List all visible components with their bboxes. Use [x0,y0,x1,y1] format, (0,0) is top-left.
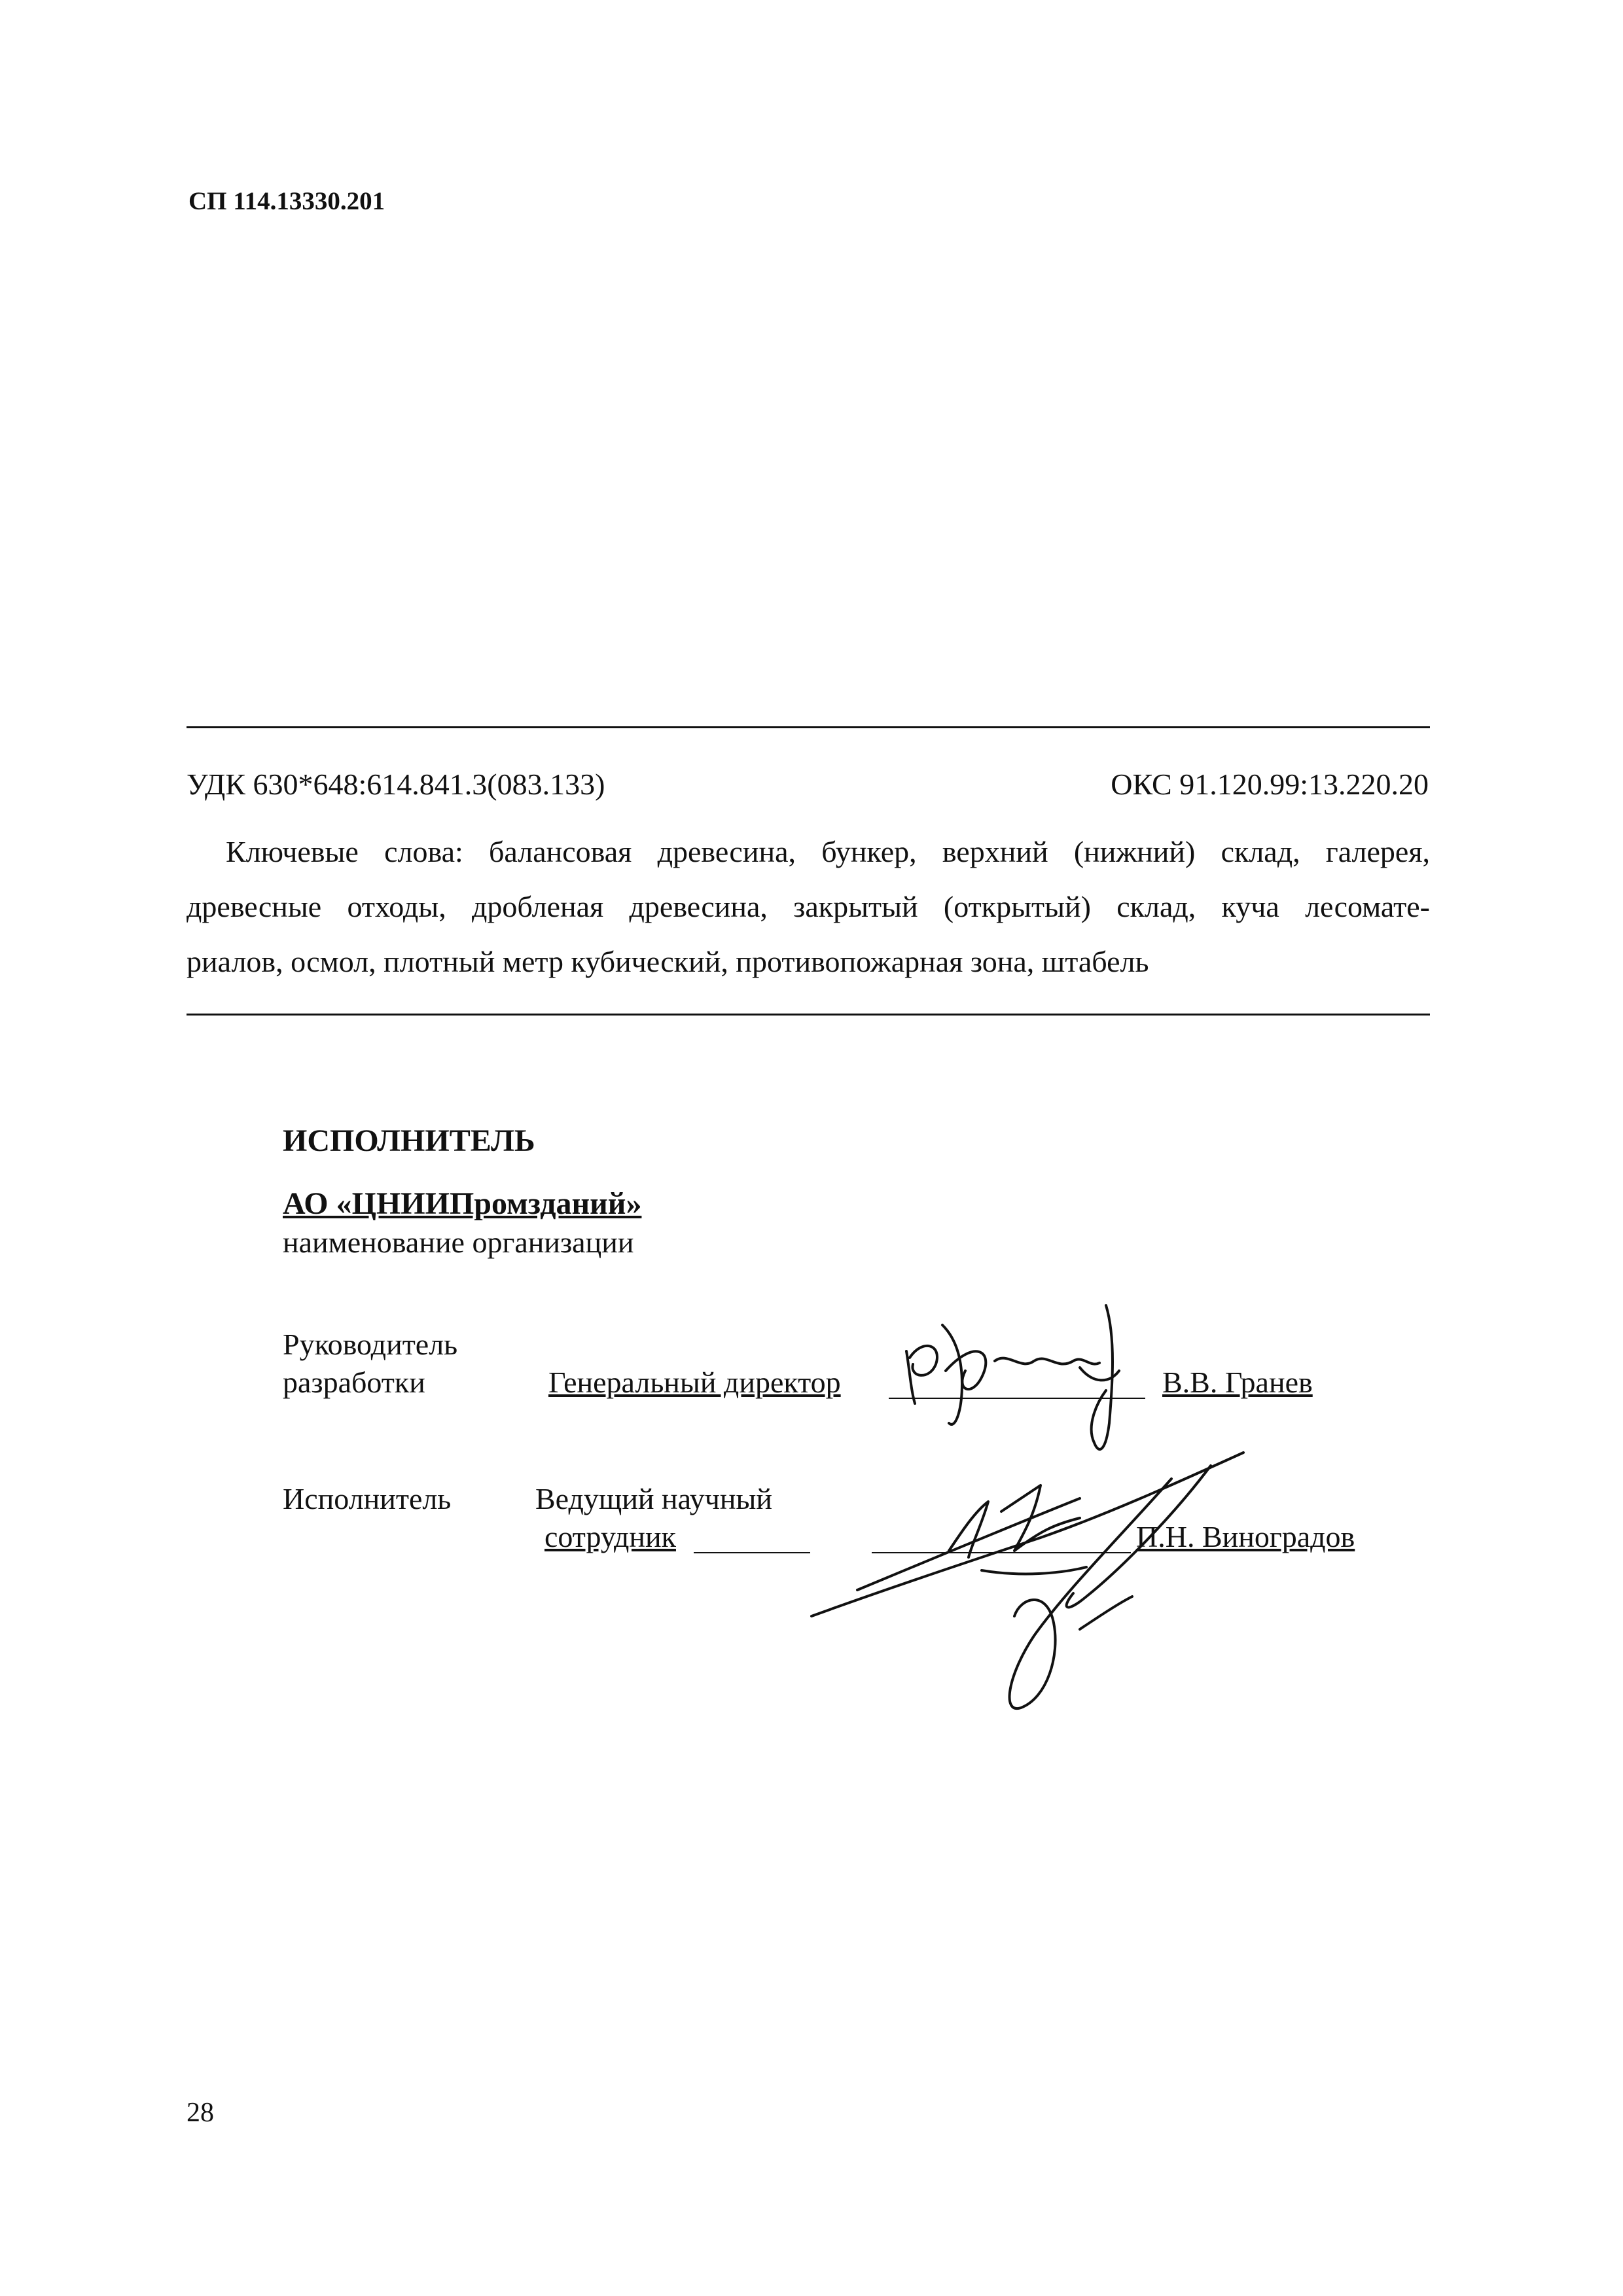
executor-title-line-1: Ведущий научный [535,1482,773,1515]
lead-person-name: В.В. Гранев [1162,1366,1313,1399]
lead-role-line-1: Руководитель [283,1328,458,1361]
lead-title: Генеральный директор [548,1366,841,1399]
keywords-line-3: риалов, осмол, плотный метр кубический, противопожарная зона, штабель [187,945,1149,978]
keywords-line-2: древесные отходы, дробленая древесина, закрытый (открытый) склад, куча лесомате- [187,890,1430,923]
executor-title-line-2: сотрудник [544,1520,676,1553]
page-number: 28 [187,2098,214,2128]
executor-role-label: Исполнитель [283,1482,452,1515]
keywords-paragraph [187,824,1430,989]
organization-caption: наименование организации [283,1226,634,1259]
keywords-line-1: Ключевые слова: балансовая древесина, бункер, верхний (нижний) склад, галерея, [226,835,1430,868]
executor-person-name: П.Н. Виноградов [1136,1520,1355,1553]
organization-name: АО «ЦНИИПромзданий» [283,1186,642,1221]
top-divider [187,726,1430,728]
executor-title-line [694,1552,810,1553]
executor-signature [805,1439,1276,1727]
lead-role-label [283,1326,457,1402]
lead-role-line-2: разработки [283,1366,425,1399]
document-code: СП 114.13330.201 [188,187,385,215]
udk-code: УДК 630*648:614.841.3(083.133) [187,768,605,801]
executor-heading: ИСПОЛНИТЕЛЬ [283,1123,535,1158]
oks-code: ОКС 91.120.99:13.220.20 [1111,768,1429,801]
bottom-divider [187,1014,1430,1016]
